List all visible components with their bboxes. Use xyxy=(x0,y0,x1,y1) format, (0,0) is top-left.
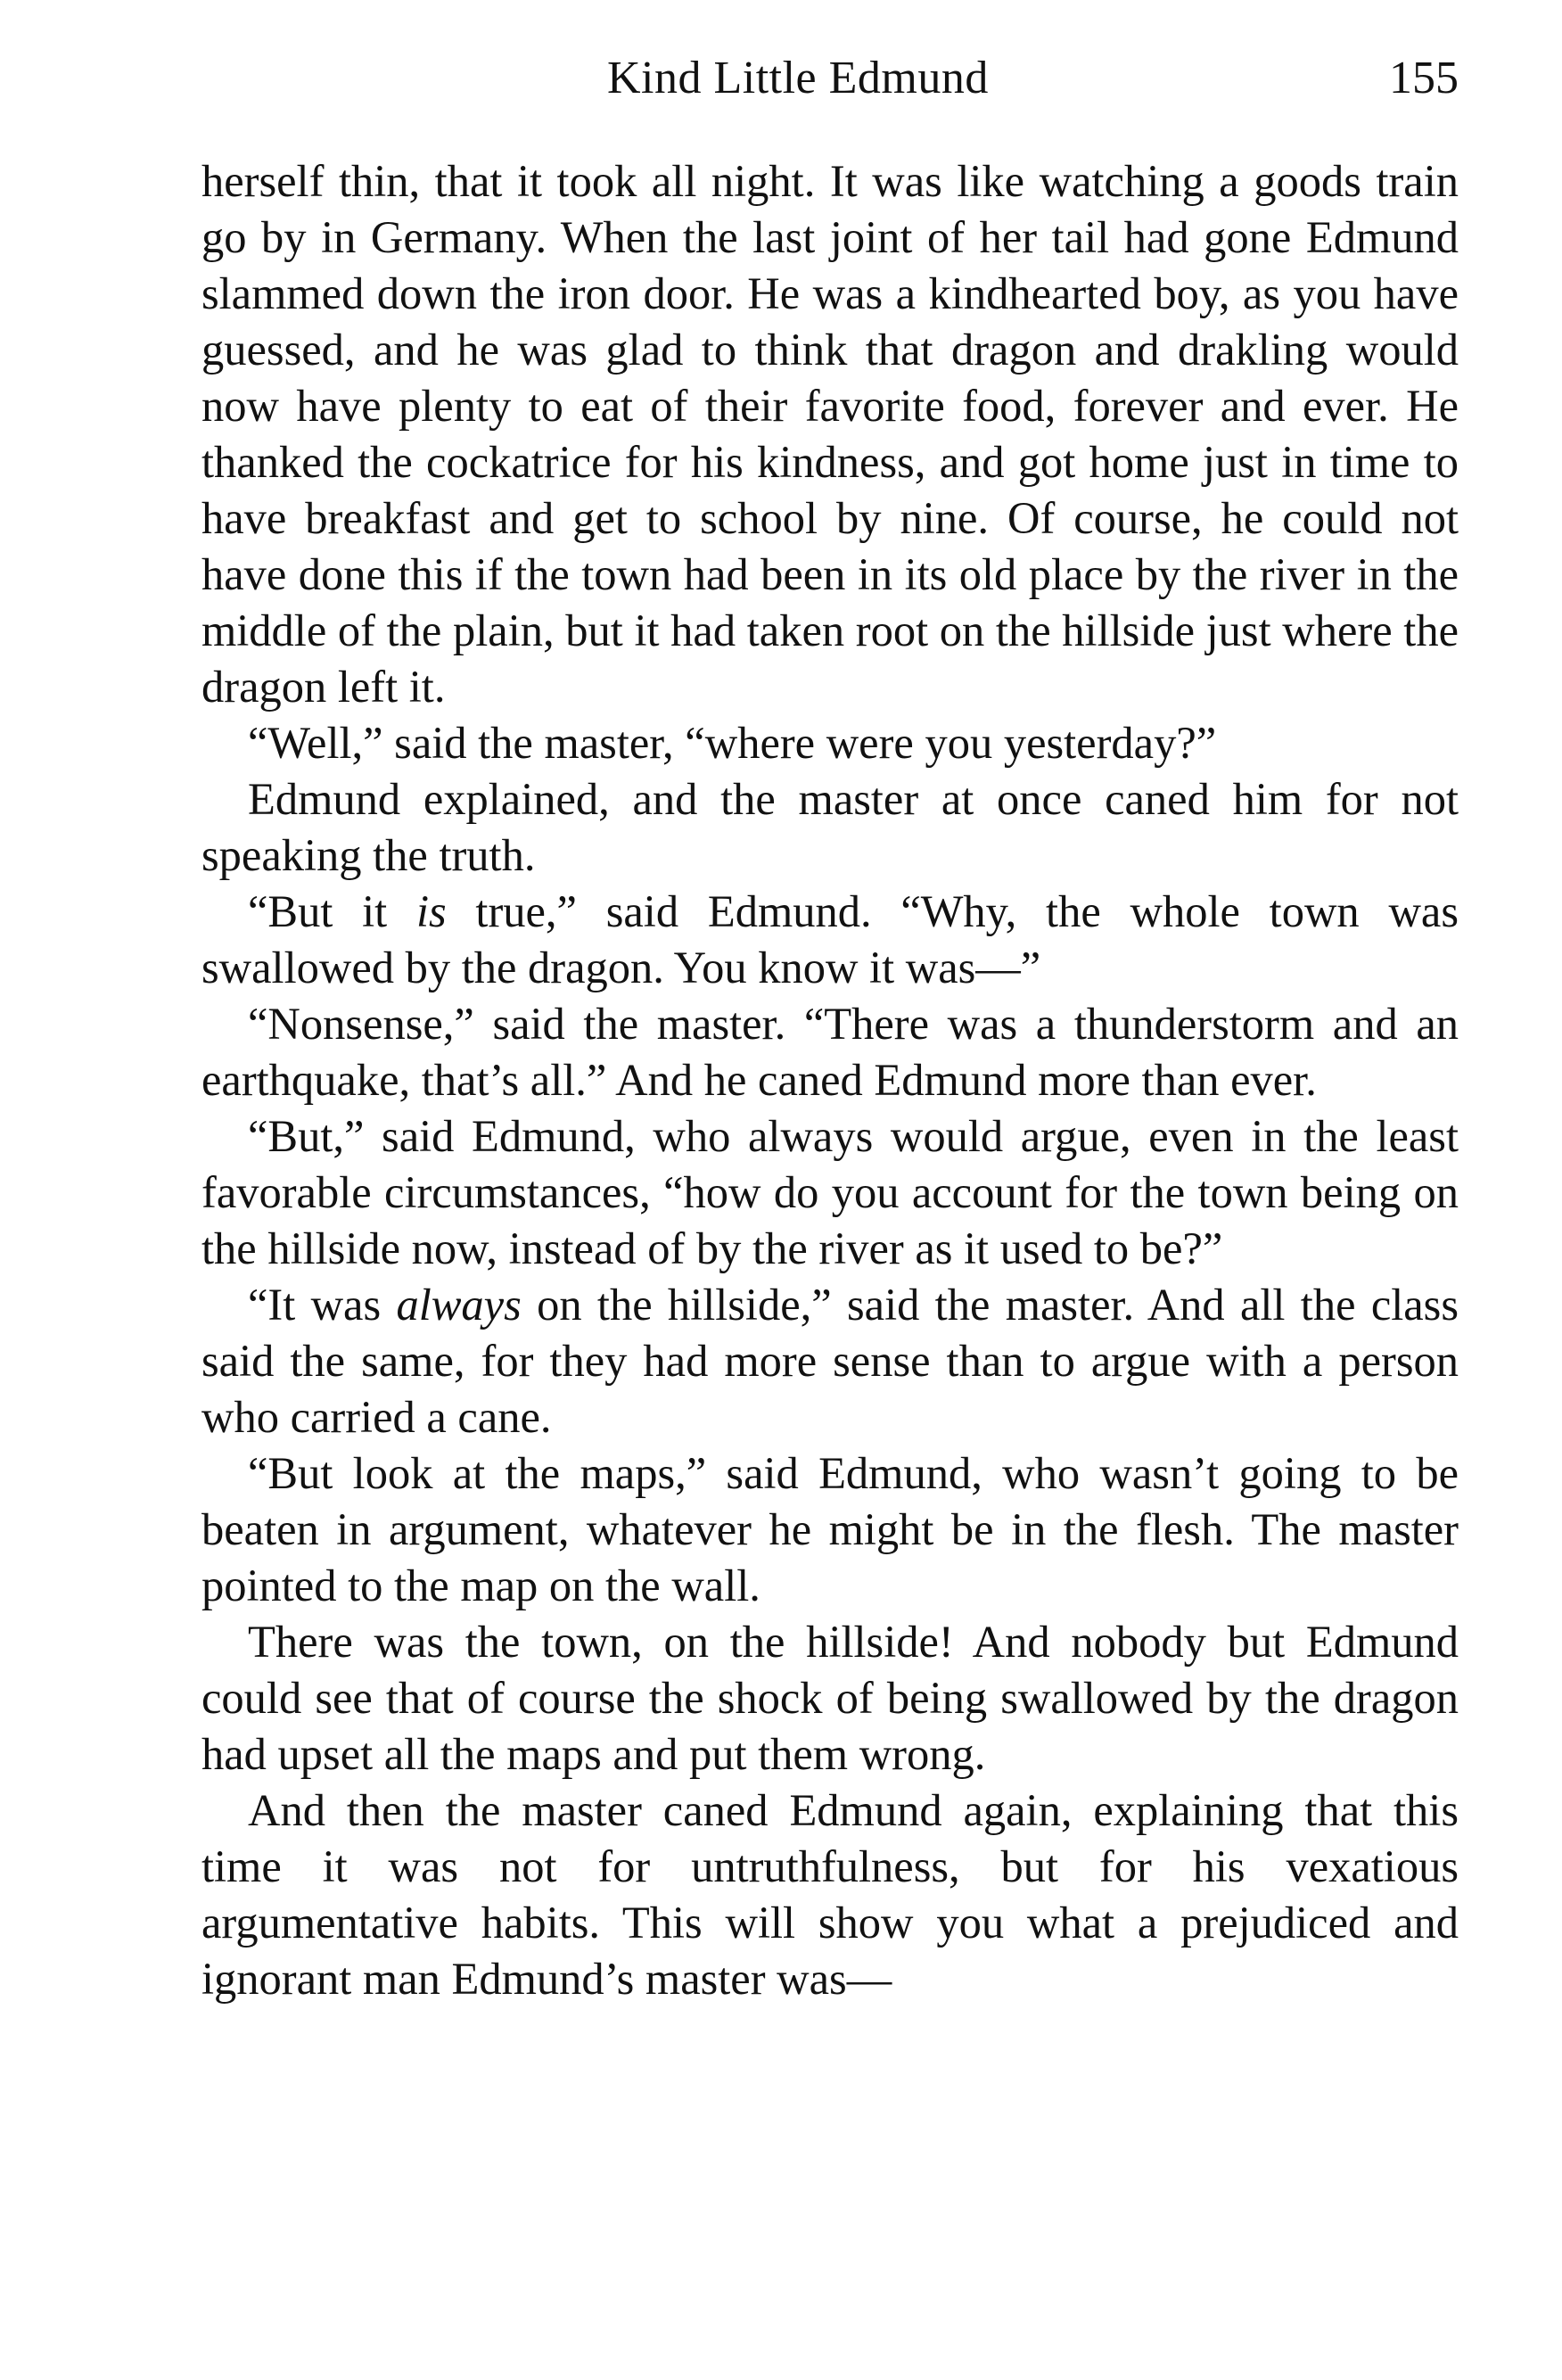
paragraph-text: Edmund explained, and the master at once caned him for not speaking the truth. xyxy=(201,774,1459,880)
paragraph-text: And then the master caned Edmund again, explaining that this time it was not for untruthfulness, but for his vexatious argumentative habits. This will show you what a prejudiced and ignorant man Edmund’s master was— xyxy=(201,1785,1459,2004)
paragraph-text: “Nonsense,” said the master. “There was a thunderstorm and an earthquake, that’s all.” And he caned Edmund more than ever. xyxy=(201,999,1459,1105)
page-number: 155 xyxy=(1389,53,1459,103)
paragraph xyxy=(201,996,1459,1108)
paragraph xyxy=(201,1783,1459,2007)
italic-text: is xyxy=(415,886,447,936)
italic-text: always xyxy=(396,1280,522,1330)
running-head xyxy=(201,43,1459,114)
paragraph xyxy=(201,1614,1459,1783)
body-text xyxy=(201,153,1459,2007)
paragraph-text: “It was xyxy=(248,1280,397,1330)
paragraph xyxy=(201,1108,1459,1277)
paragraph xyxy=(201,153,1459,715)
paragraph-text: “Well,” said the master, “where were you yesterday?” xyxy=(248,718,1217,768)
paragraph-text: “But look at the maps,” said Edmund, who wasn’t going to be beaten in argument, whatever he might be in the flesh. The master pointed to the map on the wall. xyxy=(201,1448,1459,1610)
running-title: Kind Little Edmund xyxy=(607,53,989,103)
paragraph xyxy=(201,1277,1459,1445)
paragraph xyxy=(201,884,1459,996)
paragraph xyxy=(201,1445,1459,1614)
paragraph xyxy=(201,715,1459,771)
paragraph-text: “But,” said Edmund, who always would argue, even in the least favorable circumstances, “how do you account for the town being on the hillside now, instead of by the river as it used to be?” xyxy=(201,1111,1459,1273)
paragraph xyxy=(201,771,1459,884)
paragraph-text: true,” said Edmund. “Why, the whole town was swallowed by the dragon. You know it was—” xyxy=(201,886,1459,992)
paragraph-text: “But it xyxy=(248,886,416,936)
paragraph-text: There was the town, on the hillside! And nobody but Edmund could see that of course the shock of being swallowed by the dragon had upset all the maps and put them wrong. xyxy=(201,1617,1459,1779)
paragraph-text: herself thin, that it took all night. It was like watching a goods train go by in Germany. When the last joint of her tail had gone Edmund slammed down the iron door. He was a kindhearted boy, as you have guessed, and he was glad to think that dragon and drakling would now have plenty to eat of their favorite food, forever and ever. He thanked the cockatrice for his kindness, and got home just in time to have breakfast and get to school by nine. Of course, he could not have done this if the town had been in its old place by the river in the middle of the plain, but it had taken root on the hillside just where the dragon left it. xyxy=(201,156,1459,712)
paragraph-text: on the hillside,” said the master. And all the class said the same, for they had more sense than to argue with a person who carried a cane. xyxy=(201,1280,1459,1442)
